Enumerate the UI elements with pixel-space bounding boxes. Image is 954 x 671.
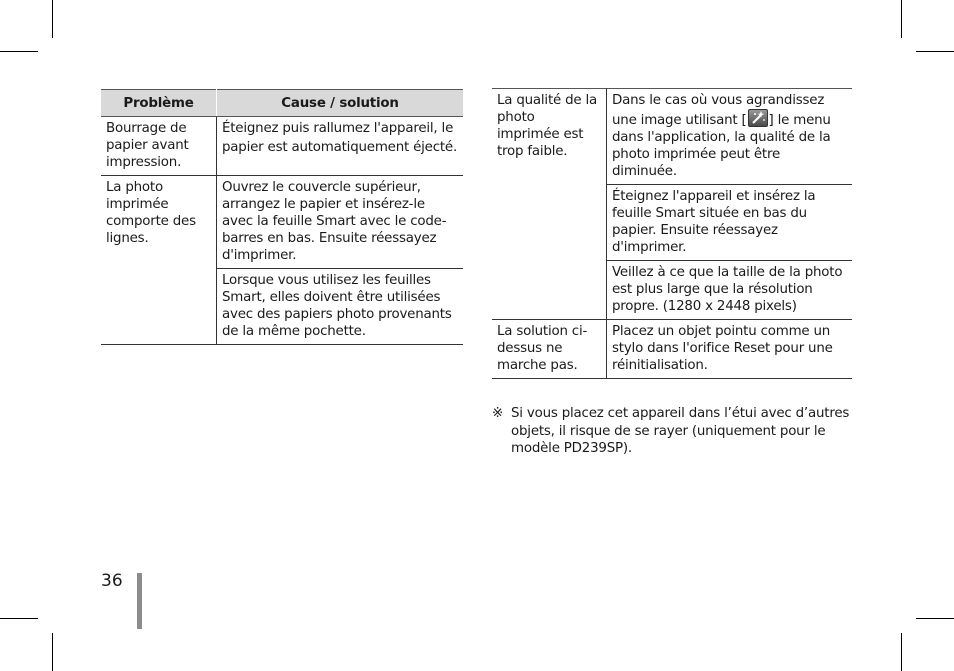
problem-cell: Bourrage de papier avant impression. xyxy=(101,117,217,176)
solution-cell: Ouvrez le couvercle supérieur, arrangez le papier et insérez-le avec la feuille Smart avec le code-barres en bas. Ensuite réessayez d'imprimer. xyxy=(217,176,464,269)
note-mark: ※ xyxy=(492,406,504,421)
problem-cell: La qualité de la photo imprimée est trop faible. xyxy=(492,89,607,320)
solution-cell: Éteignez puis rallumez l'appareil, le papier est automatiquement éjecté. xyxy=(217,117,464,176)
solution-cell: Placez un objet pointu comme un stylo dans l'orifice Reset pour une réinitialisation. xyxy=(607,320,853,379)
crop-mark xyxy=(916,51,954,52)
crop-mark xyxy=(52,0,53,38)
magic-wand-icon xyxy=(748,109,768,127)
table-row xyxy=(492,320,852,379)
troubleshooting-table-right xyxy=(492,88,852,379)
troubleshooting-table-left xyxy=(101,89,463,345)
crop-mark xyxy=(901,0,902,38)
footnote xyxy=(492,405,854,458)
table-header-row xyxy=(101,90,463,117)
table-row xyxy=(492,89,852,185)
crop-mark xyxy=(52,633,53,671)
table-row xyxy=(101,176,463,269)
solution-cell: Éteignez l'appareil et insérez la feuille Smart située en bas du papier. Ensuite réessayez d'imprimer. xyxy=(607,185,853,261)
header-probleme: Problème xyxy=(101,90,217,117)
solution-text: Dans le cas où vous agrandissez une image utilisant [ xyxy=(612,93,825,128)
header-cause-solution: Cause / solution xyxy=(217,90,464,117)
problem-cell: La solution ci-dessus ne marche pas. xyxy=(492,320,607,379)
note-text: Si vous placez cet appareil dans l’étui avec d’autres objets, il risque de se rayer (uniquement pour le modèle PD239SP). xyxy=(511,406,850,456)
crop-mark xyxy=(916,618,954,619)
solution-cell: Veillez à ce que la taille de la photo est plus large que la résolution propre. (1280 x 2448 pixels) xyxy=(607,261,853,320)
solution-text: ] le menu dans l'application, la qualité de la photo imprimée peut être diminuée. xyxy=(612,113,831,179)
table-row xyxy=(101,117,463,176)
page-number: 36 xyxy=(101,571,123,591)
crop-mark xyxy=(0,618,38,619)
solution-cell: Lorsque vous utilisez les feuilles Smart, elles doivent être utilisées avec des papiers photo provenants de la même pochette. xyxy=(217,269,464,345)
problem-cell: La photo imprimée comporte des lignes. xyxy=(101,176,217,345)
crop-mark xyxy=(901,633,902,671)
solution-cell xyxy=(607,89,853,185)
page-bar xyxy=(137,573,142,629)
crop-mark xyxy=(0,51,38,52)
